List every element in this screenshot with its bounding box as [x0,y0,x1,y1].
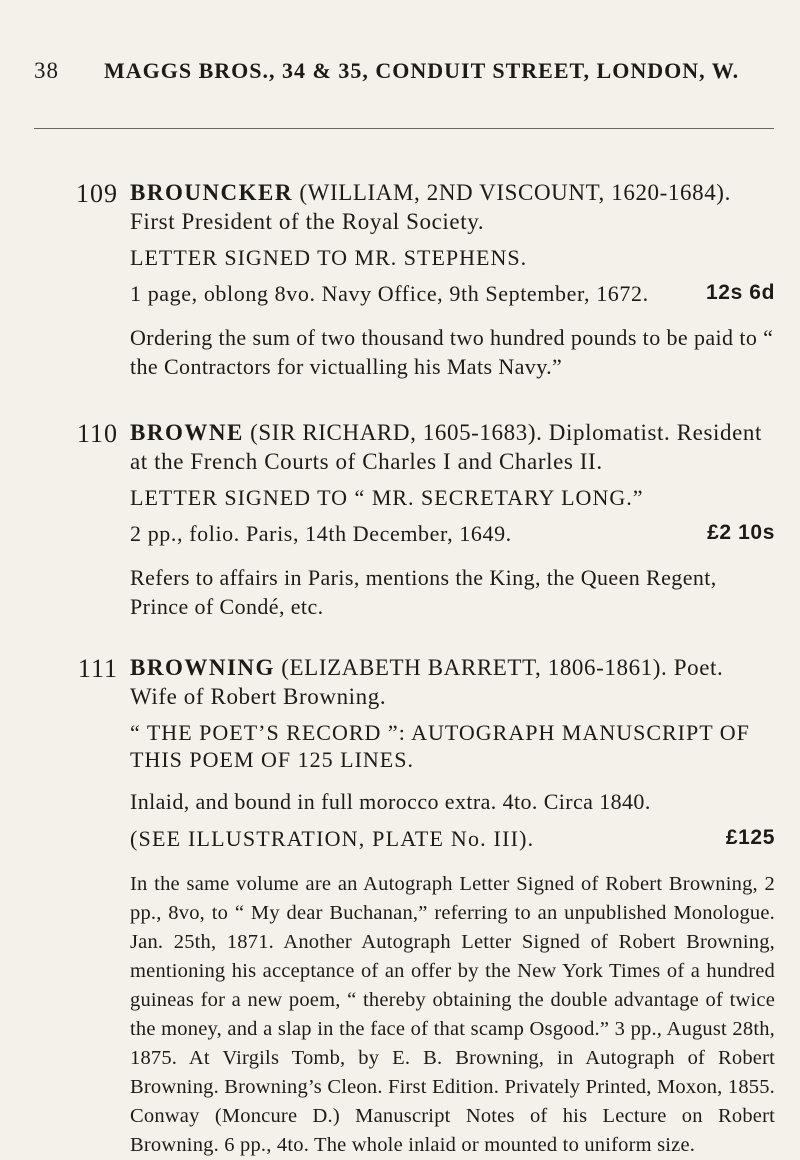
lot-number: 109 [76,179,118,208]
entry-meta [130,281,775,307]
entry-price: £125 [725,826,775,849]
page-number: 38 [34,58,59,83]
entry-headline-text: (ELIZABETH BARRETT, 1806-1861). Poet. Wife of Robert Browning. [130,655,724,709]
entry-headline-text: (WILLIAM, 2ND VISCOUNT, 1620-1684). First President of the Royal Society. [130,180,731,234]
entry-body [130,178,775,381]
entry-note: In the same volume are an Autograph Letter Signed of Robert Browning, 2 pp., 8vo, to “ My dear Buchanan,” referring to an unpublished Monologue. Jan. 25th, 1871. Another Autograph Letter Signed of Robert Browning, mentioning his acceptance of an offer by the New York Times of a hundred guineas for a new poem, “ thereby obtaining the double advantage of twice the money, and a slap in the face of that scamp Osgood.” 3 pp., August 28th, 1875. At Virgils Tomb, by E. B. Browning, in Autograph of Robert Browning. Browning’s Cleon. First Edition. Privately Printed, Moxon, 1855. Conway (Moncure D.) Manuscript Notes of his Lecture on Robert Browning. 6 pp., 4to. The whole inlaid or mounted to uniform size. [130,873,775,1156]
entry-headline [130,653,775,711]
entry-meta [130,521,775,547]
entry-description: LETTER SIGNED TO “ MR. SECRETARY LONG.” [130,485,644,510]
entry-headline-text: (SIR RICHARD, 1605-1683). Diplomatist. Resident at the French Courts of Charles I and Charles II. [130,420,762,474]
entry-meta [130,826,775,852]
entry-headline [130,418,775,476]
entry-details: 1 page, oblong 8vo. Navy Office, 9th September, 1672. [130,281,649,306]
entry-name: BROUNCKER [130,180,294,205]
header-rule [34,128,774,129]
entry-note: Ordering the sum of two thousand two hundred pounds to be paid to “ the Contractors for victualling his Mats Navy.” [130,325,774,379]
entry-description: “ THE POET’S RECORD ”: AUTOGRAPH MANUSCRIPT OF THIS POEM OF 125 LINES. [130,720,750,772]
entry-name: BROWNING [130,655,275,680]
entry-headline [130,178,775,236]
lot-number: 111 [77,654,118,683]
entry-price: £2 10s [707,521,775,544]
entry-details: 2 pp., folio. Paris, 14th December, 1649. [130,521,512,546]
entry-body [130,653,775,1160]
entry-description: LETTER SIGNED TO MR. STEPHENS. [130,245,528,270]
entry-body [130,418,775,621]
entry-note: Refers to affairs in Paris, mentions the King, the Queen Regent, Prince of Condé, etc. [130,565,717,619]
entry-name: BROWNE [130,420,244,445]
page-header [34,54,774,90]
entry-price: 12s 6d [706,281,775,304]
running-title: MAGGS BROS., 34 & 35, CONDUIT STREET, LONDON, W. [104,58,740,83]
lot-number: 110 [76,419,118,448]
entry-binding: Inlaid, and bound in full morocco extra. 4to. Circa 1840. [130,789,651,814]
entry-details: (SEE ILLUSTRATION, PLATE No. III). [130,826,535,851]
